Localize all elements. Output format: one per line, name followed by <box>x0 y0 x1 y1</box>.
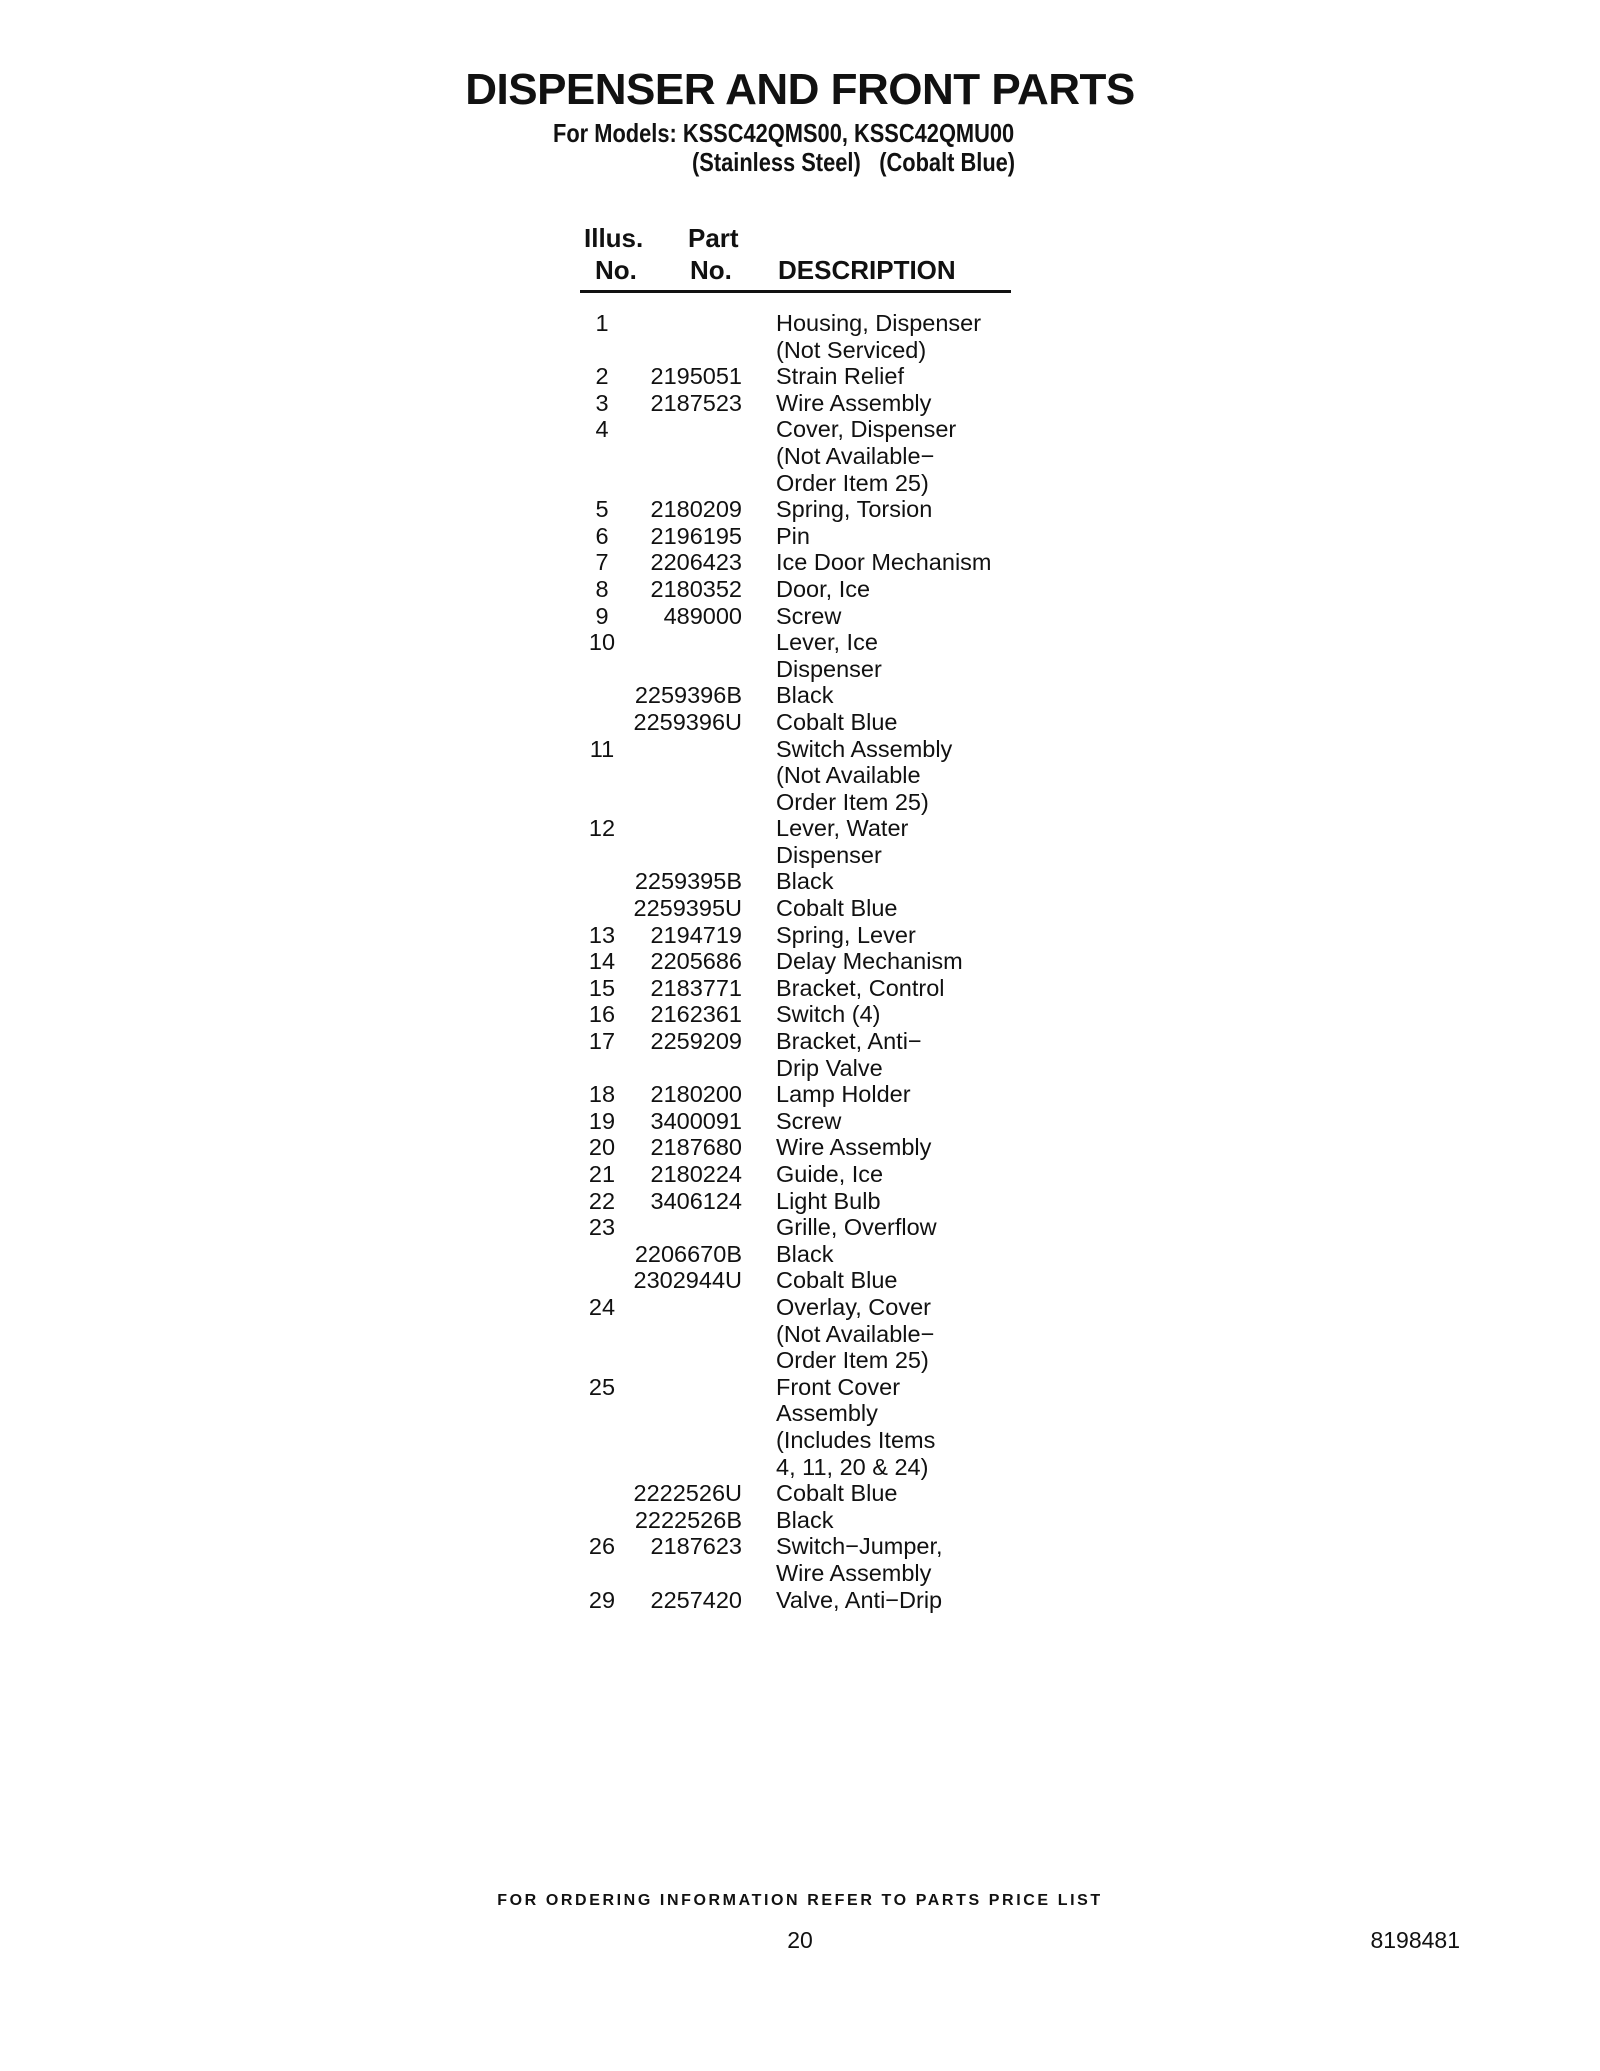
part-number: 2187623 <box>650 1533 742 1560</box>
parts-table-header <box>580 222 1011 293</box>
table-row <box>580 815 1020 868</box>
part-number: 2196195 <box>650 522 742 549</box>
part-number: 2259396B <box>634 682 742 709</box>
illus-number: 12 <box>588 815 616 842</box>
part-description: Switch (4) <box>776 1001 881 1028</box>
illus-number: 16 <box>588 1001 616 1028</box>
part-description: Delay Mechanism <box>776 948 963 975</box>
table-row <box>580 549 1020 576</box>
table-row <box>580 1081 1020 1108</box>
illus-number: 21 <box>588 1161 616 1187</box>
illus-number: 1 <box>595 310 609 336</box>
finish-stainless-label: (Stainless Steel) <box>692 147 861 177</box>
table-row <box>580 1001 1020 1028</box>
illus-number: 10 <box>588 629 616 656</box>
part-number: 2257420 <box>650 1586 742 1613</box>
part-description: Switch−Jumper, Wire Assembly <box>776 1533 943 1586</box>
part-description: Black <box>776 682 834 709</box>
illus-number: 13 <box>588 921 616 948</box>
part-description: Cobalt Blue <box>776 895 898 922</box>
illus-number: 15 <box>588 974 616 1001</box>
part-number: 489000 <box>663 602 742 629</box>
part-description: Grille, Overflow <box>776 1214 937 1241</box>
part-number: 2162361 <box>650 1001 742 1028</box>
part-number: 2259395U <box>633 895 742 922</box>
models-line: For Models: KSSC42QMS00, KSSC42QMU00 <box>553 118 1015 148</box>
table-row <box>580 736 1020 816</box>
illus-number: 18 <box>588 1081 616 1108</box>
part-description: Switch Assembly (Not Available Order Item 25) <box>776 735 953 815</box>
part-description: Cover, Dispenser (Not Available− Order Item 25) <box>776 416 957 496</box>
parts-table <box>580 310 1020 1613</box>
part-description: Front Cover Assembly (Includes Items 4, 11, 20 & 24) <box>776 1373 936 1480</box>
table-row <box>580 1241 1020 1268</box>
page-number: 20 <box>787 1927 813 1953</box>
part-number: 2222526U <box>633 1480 742 1507</box>
part-description: Black <box>776 1240 834 1267</box>
part-description: Cobalt Blue <box>776 708 898 735</box>
part-number: 2187523 <box>650 389 742 416</box>
illus-number: 11 <box>589 735 615 762</box>
table-row <box>580 363 1020 390</box>
illus-number: 24 <box>588 1293 616 1320</box>
illus-number: 5 <box>595 496 609 523</box>
illus-number: 22 <box>588 1187 616 1214</box>
part-description: Light Bulb <box>776 1187 881 1214</box>
table-row <box>580 1161 1020 1188</box>
table-row <box>580 523 1020 550</box>
part-description: Lamp Holder <box>776 1081 911 1108</box>
part-header-line2: No. <box>690 255 732 285</box>
part-number: 2206670B <box>634 1240 742 1267</box>
part-number: 2195051 <box>650 363 742 390</box>
illus-number: 26 <box>588 1533 616 1560</box>
finish-cobalt-label: (Cobalt Blue) <box>879 147 1016 177</box>
part-number: 2222526B <box>634 1506 742 1533</box>
illus-number: 20 <box>588 1134 616 1161</box>
part-description: Overlay, Cover (Not Available− Order Item 25) <box>776 1293 935 1374</box>
illus-number: 2 <box>595 363 609 390</box>
table-row <box>580 603 1020 630</box>
table-row <box>580 1108 1020 1135</box>
part-description: Strain Relief <box>776 363 904 390</box>
part-number: 2259396U <box>633 708 742 735</box>
part-number: 2259395B <box>634 868 742 895</box>
part-header-line1: Part <box>688 223 739 253</box>
table-row <box>580 1507 1020 1534</box>
part-description: Lever, Water Dispenser <box>776 815 909 868</box>
illus-header-line2: No. <box>595 255 637 285</box>
part-description: Screw <box>776 1107 842 1134</box>
part-number: 2180200 <box>650 1081 742 1108</box>
description-header: DESCRIPTION <box>778 255 956 285</box>
part-description: Bracket, Control <box>776 974 945 1001</box>
ordering-note: FOR ORDERING INFORMATION REFER TO PARTS PRICE LIST <box>497 1892 1103 1909</box>
part-description: Guide, Ice <box>776 1161 884 1187</box>
part-number: 2205686 <box>650 948 742 975</box>
illus-number: 29 <box>588 1586 616 1613</box>
part-description: Black <box>776 1506 834 1533</box>
illus-number: 8 <box>595 575 609 602</box>
table-row <box>580 416 1020 496</box>
part-description: Housing, Dispenser (Not Serviced) <box>776 310 982 363</box>
table-row <box>580 310 1020 363</box>
part-description: Cobalt Blue <box>776 1480 898 1507</box>
illus-number: 4 <box>595 416 609 443</box>
table-row <box>580 1587 1020 1614</box>
table-row <box>580 1533 1020 1586</box>
part-description: Spring, Lever <box>776 921 916 948</box>
illus-number: 3 <box>595 389 609 416</box>
table-row <box>580 709 1020 736</box>
illus-number: 19 <box>588 1107 616 1134</box>
part-number: 2206423 <box>650 549 742 576</box>
finish-line <box>692 146 1015 178</box>
document-number: 8198481 <box>1370 1927 1460 1953</box>
part-number: 2259209 <box>650 1028 742 1055</box>
illus-number: 17 <box>588 1028 616 1055</box>
part-number: 2302944U <box>633 1267 742 1294</box>
table-row <box>580 975 1020 1002</box>
part-description: Spring, Torsion <box>776 496 933 523</box>
part-description: Wire Assembly <box>776 1134 932 1161</box>
table-row <box>580 496 1020 523</box>
illus-number: 23 <box>588 1214 616 1241</box>
illus-number: 25 <box>588 1373 616 1400</box>
table-row <box>580 682 1020 709</box>
part-number: 3400091 <box>650 1107 742 1134</box>
table-row <box>580 1214 1020 1241</box>
illus-number: 14 <box>588 948 616 975</box>
table-row <box>580 1188 1020 1215</box>
table-row <box>580 1267 1020 1294</box>
illus-number: 9 <box>595 602 609 629</box>
part-description: Wire Assembly <box>776 389 932 416</box>
table-row <box>580 1134 1020 1161</box>
table-row <box>580 948 1020 975</box>
table-row <box>580 895 1020 922</box>
part-description: Door, Ice <box>776 575 871 602</box>
page-title: DISPENSER AND FRONT PARTS <box>465 65 1135 114</box>
part-description: Screw <box>776 602 842 629</box>
illus-header-line1: Illus. <box>584 223 644 253</box>
illus-number: 6 <box>595 522 609 549</box>
table-row <box>580 1480 1020 1507</box>
table-row <box>580 390 1020 417</box>
table-row <box>580 1028 1020 1081</box>
part-description: Cobalt Blue <box>776 1267 898 1294</box>
part-description: Valve, Anti−Drip <box>776 1586 943 1613</box>
table-row <box>580 1374 1020 1480</box>
table-row <box>580 576 1020 603</box>
part-number: 2183771 <box>650 974 742 1001</box>
part-number: 2194719 <box>650 921 742 948</box>
illus-number: 7 <box>595 549 609 576</box>
table-row <box>580 868 1020 895</box>
table-row <box>580 629 1020 682</box>
part-number: 2187680 <box>650 1134 742 1161</box>
part-number: 2180224 <box>650 1161 742 1187</box>
part-number: 3406124 <box>650 1187 742 1214</box>
part-number: 2180209 <box>650 496 742 523</box>
part-description: Bracket, Anti− Drip Valve <box>776 1028 922 1081</box>
part-description: Lever, Ice Dispenser <box>776 629 882 682</box>
part-description: Black <box>776 868 834 895</box>
part-description: Pin <box>776 522 810 549</box>
table-row <box>580 922 1020 949</box>
part-number: 2180352 <box>650 575 742 602</box>
table-row <box>580 1294 1020 1374</box>
part-description: Ice Door Mechanism <box>776 549 992 576</box>
